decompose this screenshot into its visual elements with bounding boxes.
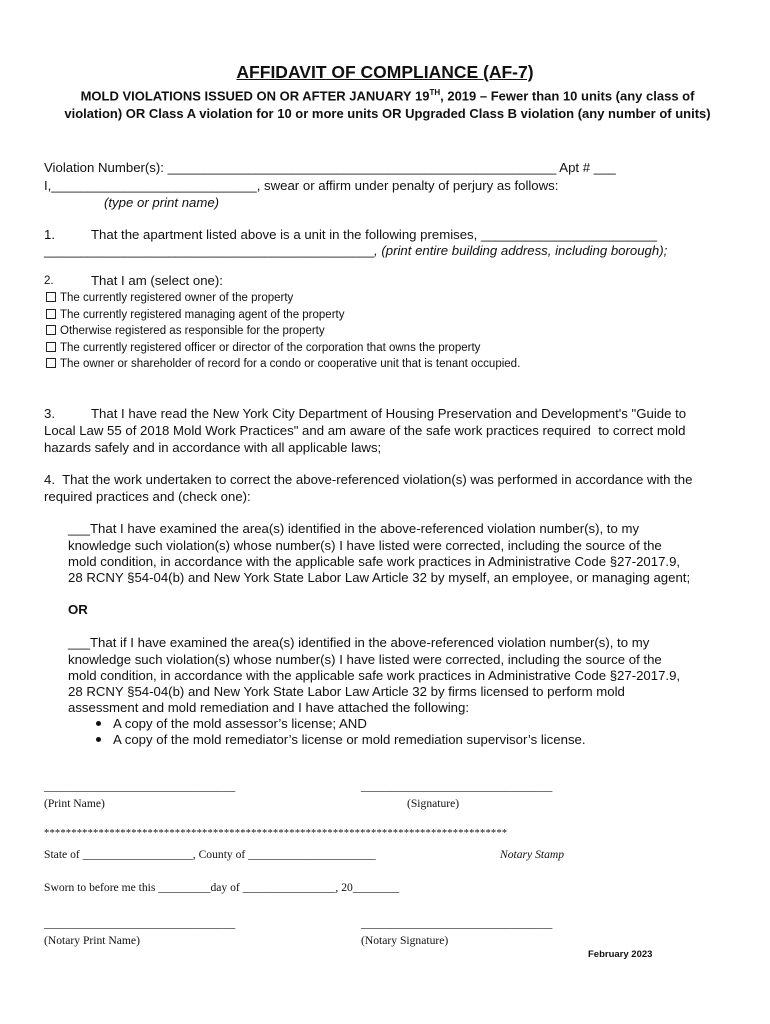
- i-label: I,: [44, 178, 52, 193]
- option-b-line4: 28 RCNY §54-04(b) and New York State Labor Law Article 32 by firms licensed to perform mold: [68, 684, 625, 699]
- print-name-field[interactable]: _________________________________: [44, 780, 236, 793]
- checkbox-icon[interactable]: [46, 325, 56, 335]
- item2-number: 2.: [44, 275, 54, 287]
- option-label: The currently registered managing agent of the property: [60, 309, 345, 321]
- option-label: Otherwise registered as responsible for the property: [60, 325, 325, 337]
- subtitle-superscript: TH: [429, 88, 441, 97]
- premises-field[interactable]: ________________________: [480, 227, 658, 242]
- or-label: OR: [68, 602, 88, 617]
- bullet-text: A copy of the mold remediator’s license or mold remediation supervisor’s license.: [113, 732, 586, 747]
- checkbox-icon[interactable]: [46, 342, 56, 352]
- option-label: The owner or shareholder of record for a condo or cooperative unit that is tenant occupied.: [60, 358, 521, 370]
- swear-line: [44, 178, 558, 193]
- page-subtitle: [55, 84, 720, 123]
- violation-number-label: Violation Number(s):: [44, 160, 168, 175]
- bullet-assessor-license: [96, 716, 367, 731]
- option-a-line3: mold condition, in accordance with the applicable safe work practices in Administrative Code §27-2017.9,: [68, 554, 681, 569]
- bullet-text: A copy of the mold assessor’s license; AND: [113, 716, 367, 731]
- state-county-line[interactable]: State of ___________________, County of ______________________: [44, 848, 376, 861]
- apt-field[interactable]: ___: [593, 160, 616, 175]
- option-managing-agent[interactable]: [46, 309, 344, 321]
- bullet-icon: [96, 721, 101, 726]
- subtitle-part2: , 2019 – Fewer than 10 units (any class of violation) OR Class A violation for 10 or more units OR Upgraded Class B violation (any number of units): [64, 88, 711, 122]
- checkbox-icon[interactable]: [46, 292, 56, 302]
- type-print-hint: (type or print name): [104, 195, 220, 210]
- notary-signature-label: (Notary Signature): [361, 934, 449, 947]
- checkbox-icon[interactable]: [46, 358, 56, 368]
- item3-line2: Local Law 55 of 2018 Mold Work Practices" and am aware of the safe work practices required to correct mold: [44, 423, 686, 438]
- option-a-line4: 28 RCNY §54-04(b) and New York State Labor Law Article 32 by myself, an employee, or managing agent;: [68, 570, 691, 585]
- signature-label: (Signature): [407, 797, 460, 810]
- item2-text: That I am (select one):: [91, 273, 223, 288]
- address-field[interactable]: _____________________________________________: [44, 243, 375, 258]
- notary-signature-field[interactable]: _________________________________: [361, 917, 553, 930]
- subtitle-part1: MOLD VIOLATIONS ISSUED ON OR AFTER JANUARY 19: [80, 88, 430, 104]
- item3-number: 3.: [44, 406, 55, 421]
- option-officer-director[interactable]: [46, 342, 480, 354]
- item1-line: [91, 227, 657, 242]
- item4-line1: 4. That the work undertaken to correct the above-referenced violation(s) was performed in accordance with the: [44, 472, 693, 487]
- notary-print-name-field[interactable]: _________________________________: [44, 917, 236, 930]
- address-note: , (print entire building address, including borough);: [374, 243, 668, 258]
- option-b-line5: assessment and mold remediation and I have attached the following:: [68, 700, 469, 715]
- option-label: The currently registered officer or director of the corporation that owns the property: [60, 342, 481, 354]
- page-title: AFFIDAVIT OF COMPLIANCE (AF-7): [236, 62, 534, 82]
- option-condo-owner[interactable]: [46, 358, 520, 370]
- item4-line2: required practices and (check one):: [44, 489, 251, 504]
- option-b-line2: knowledge such violation(s) whose number(s) I have listed were corrected, including the source of the: [68, 652, 662, 667]
- option-label: The currently registered owner of the property: [60, 292, 294, 304]
- notary-stamp-label: Notary Stamp: [500, 848, 565, 861]
- option-b-line3: mold condition, in accordance with the applicable safe work practices in Administrative Code §27-2017.9,: [68, 668, 681, 683]
- bullet-icon: [96, 737, 101, 742]
- checkbox-icon[interactable]: [46, 309, 56, 319]
- violation-number-line: [44, 160, 616, 175]
- notary-print-name-label: (Notary Print Name): [44, 934, 140, 947]
- item3-line1: That I have read the New York City Department of Housing Preservation and Development's "Guide to: [91, 406, 687, 421]
- apt-label: Apt #: [556, 160, 594, 175]
- separator-stars: *************************************************************************************: [44, 828, 508, 839]
- swear-text: , swear or affirm under penalty of perjury as follows:: [256, 178, 559, 193]
- sworn-line[interactable]: Sworn to before me this _________day of ________________, 20________: [44, 881, 400, 894]
- option-b-line1[interactable]: ___That if I have examined the area(s) identified in the above-referenced violation number(s), to my: [68, 635, 650, 650]
- option-a-line1[interactable]: ___That I have examined the area(s) identified in the above-referenced violation number(s), to my: [68, 521, 640, 536]
- name-field[interactable]: ____________________________: [51, 178, 257, 193]
- option-otherwise-registered[interactable]: [46, 325, 325, 337]
- violation-number-field[interactable]: _____________________________________________________: [167, 160, 557, 175]
- item1-text: That the apartment listed above is a unit in the following premises,: [91, 227, 481, 242]
- option-a-line2: knowledge such violation(s) whose number(s) I have listed were corrected, including the source of the: [68, 538, 662, 553]
- print-name-label: (Print Name): [44, 797, 105, 810]
- signature-field[interactable]: _________________________________: [361, 780, 553, 793]
- option-owner[interactable]: [46, 292, 293, 304]
- footer-date: February 2023: [588, 949, 653, 960]
- item1-number: 1.: [44, 227, 55, 242]
- item1-line2: [44, 243, 667, 258]
- bullet-remediator-license: [96, 732, 586, 747]
- item3-line3: hazards safely and in accordance with all applicable laws;: [44, 440, 382, 455]
